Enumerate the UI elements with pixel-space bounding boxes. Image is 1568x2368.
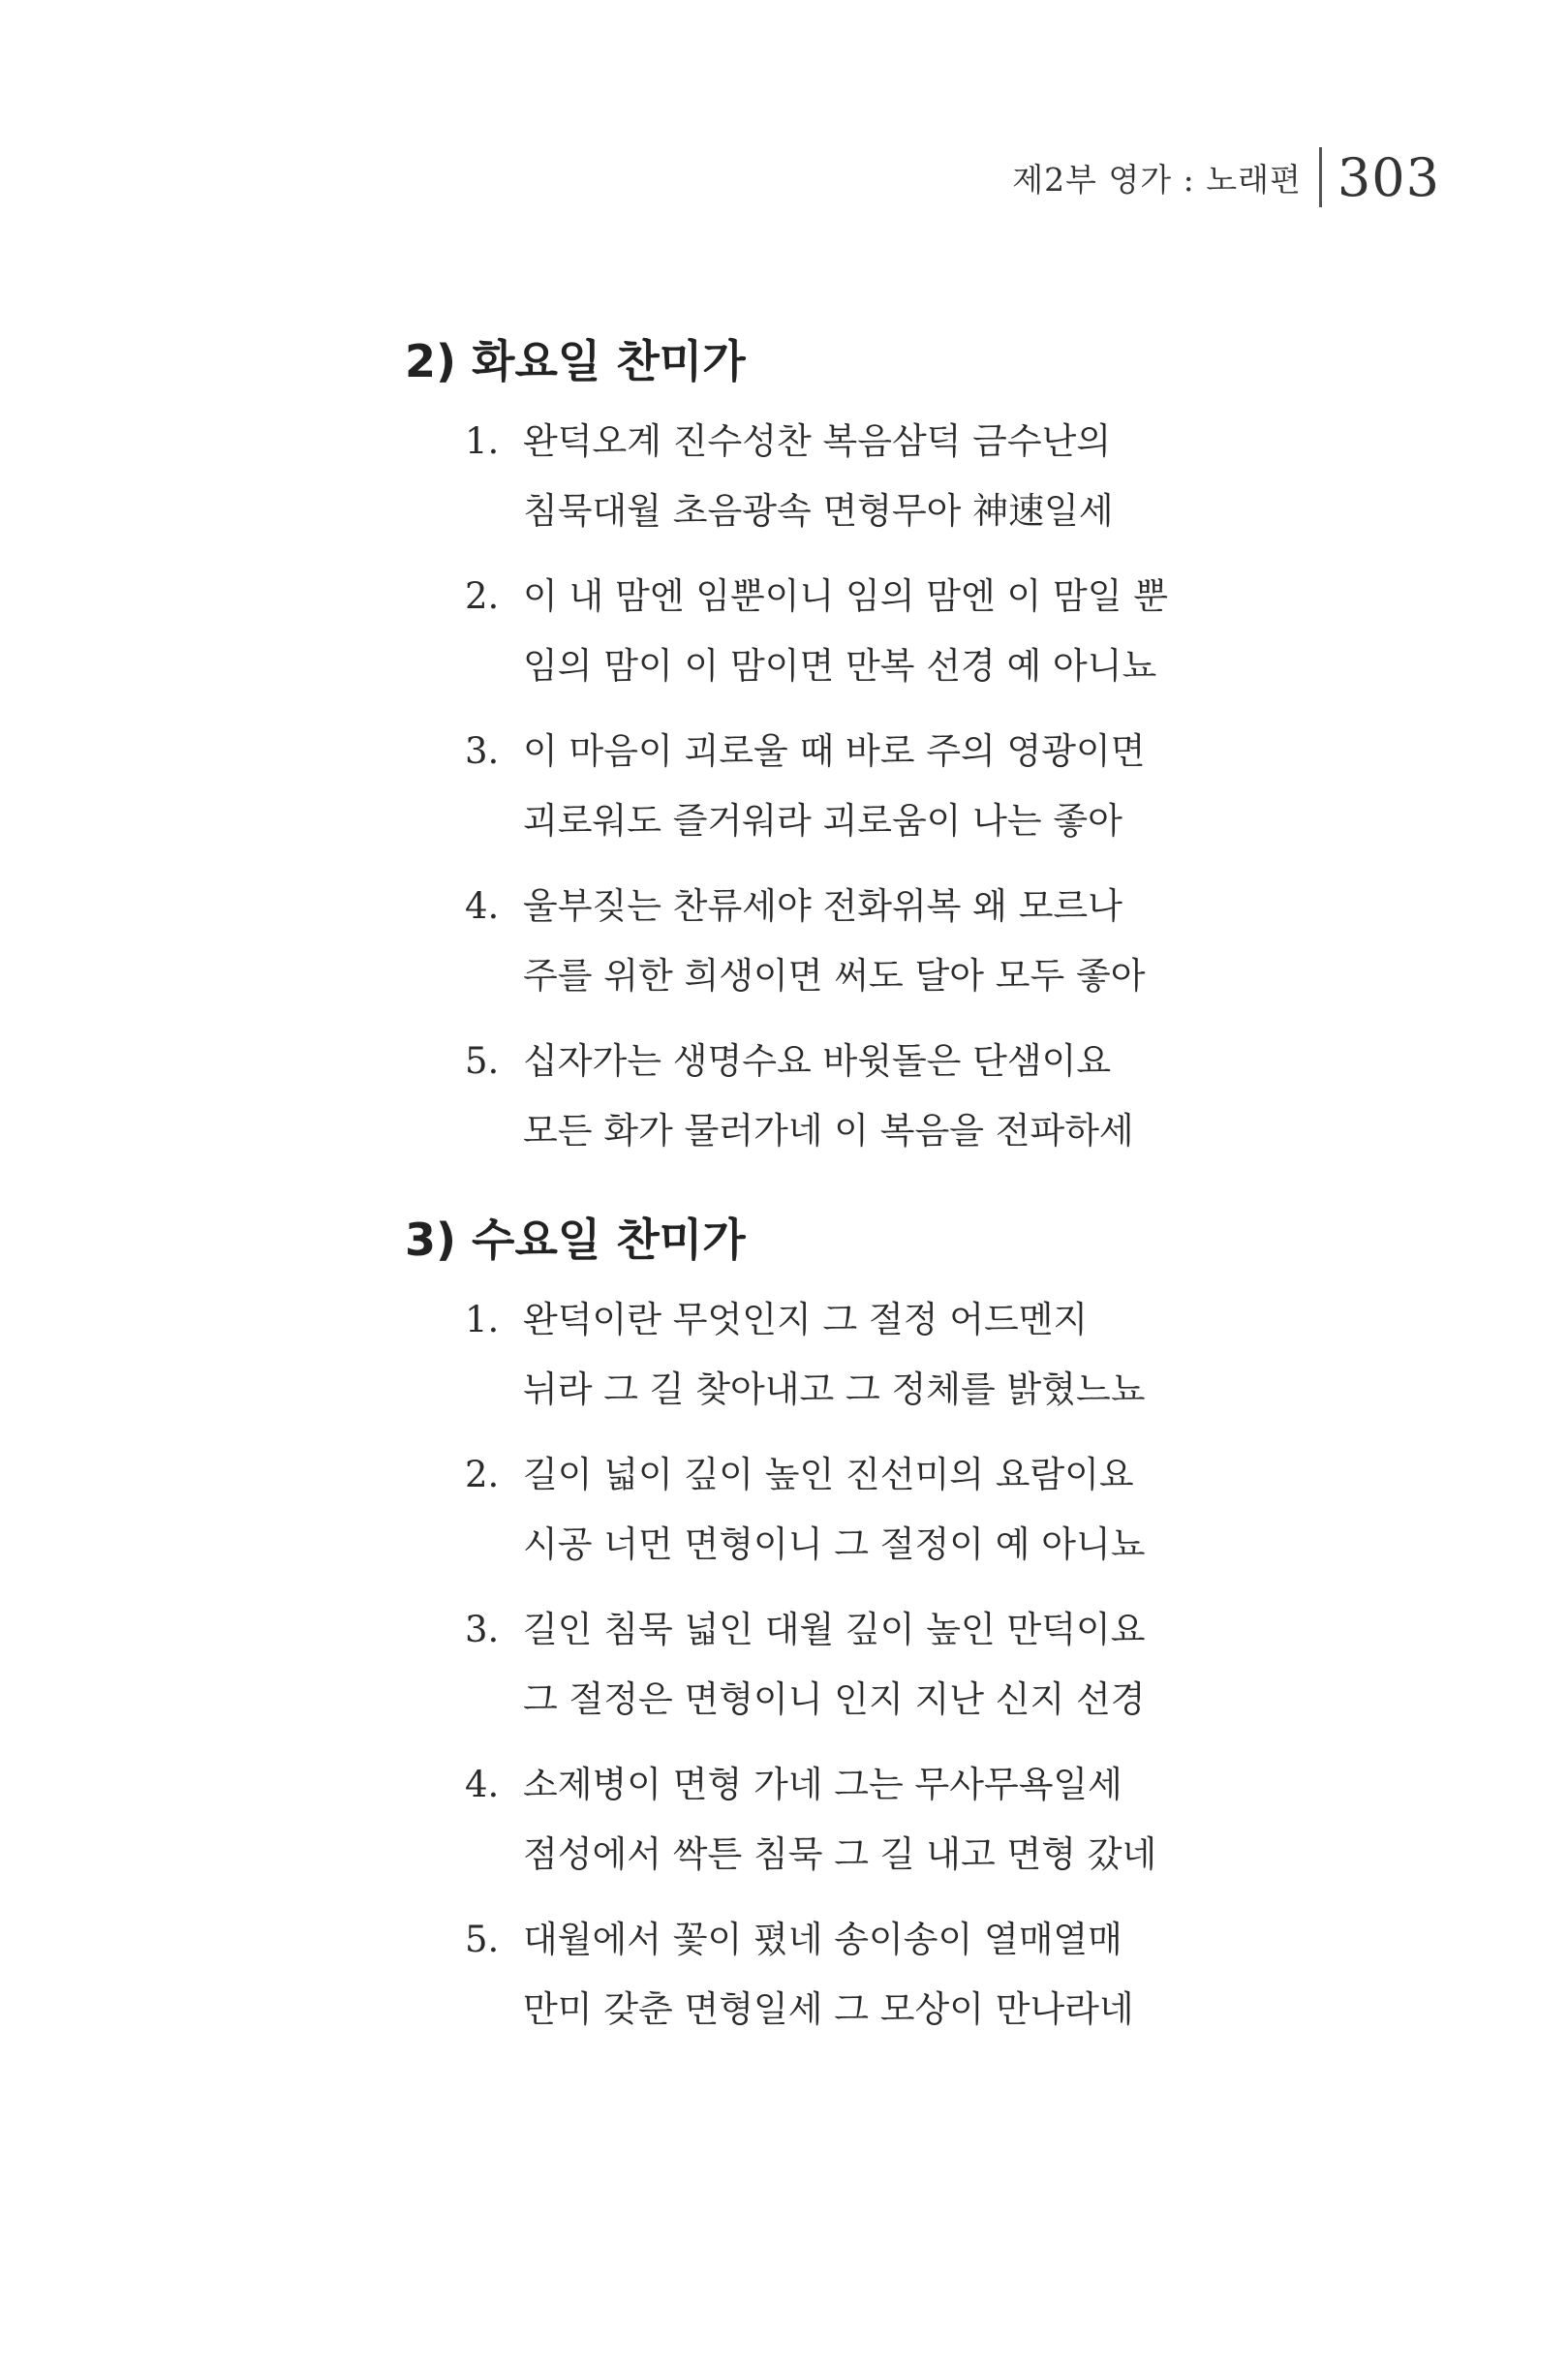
verse xyxy=(405,1285,1373,1425)
verse-line: 시공 너먼 면형이니 그 절정이 예 아니뇨 xyxy=(523,1523,1146,1565)
verse-number: 3. xyxy=(465,730,500,772)
verse-line: 소제병이 면형 가네 그는 무사무욕일세 xyxy=(523,1764,1122,1805)
verse-line: 길인 침묵 넓인 대월 깊이 높인 만덕이요 xyxy=(523,1609,1146,1650)
verse-line: 점성에서 싹튼 침묵 그 길 내고 면형 갔네 xyxy=(523,1833,1157,1875)
verse-line: 괴로워도 즐거워라 괴로움이 나는 좋아 xyxy=(523,800,1122,842)
header-divider xyxy=(1319,147,1322,207)
verse-line: 대월에서 꽃이 폈네 송이송이 열매열매 xyxy=(523,1919,1122,1960)
verse-line: 모든 화가 물러가네 이 복음을 전파하세 xyxy=(523,1110,1134,1152)
verse xyxy=(405,1027,1373,1166)
verse-number: 2. xyxy=(465,575,500,617)
verse-line: 임의 맘이 이 맘이면 만복 선경 예 아니뇨 xyxy=(523,645,1157,687)
chapter-title: 제2부 영가 : 노래편 xyxy=(1012,160,1302,199)
verse-line: 완덕오계 진수성찬 복음삼덕 금수난의 xyxy=(523,420,1112,462)
verse-number: 4. xyxy=(465,885,500,927)
verse-line: 이 마음이 괴로울 때 바로 주의 영광이면 xyxy=(523,730,1146,772)
section-wednesday-hymn xyxy=(405,1206,1373,2045)
section-title: 2) 화요일 찬미가 xyxy=(405,335,746,387)
verse xyxy=(405,407,1373,546)
verse xyxy=(405,1905,1373,2045)
verse-line: 뉘라 그 길 찾아내고 그 정체를 밝혔느뇨 xyxy=(523,1369,1146,1410)
verse xyxy=(405,562,1373,701)
verse-number: 4. xyxy=(465,1764,500,1805)
section-title: 3) 수요일 찬미가 xyxy=(405,1214,746,1266)
verse-number: 2. xyxy=(465,1454,500,1495)
verse-number: 5. xyxy=(465,1919,500,1960)
page-number: 303 xyxy=(1337,146,1440,208)
running-header xyxy=(1012,143,1440,211)
verse-line: 길이 넓이 깊이 높인 진선미의 요람이요 xyxy=(523,1454,1134,1495)
verse-line: 완덕이란 무엇인지 그 절정 어드멘지 xyxy=(523,1299,1089,1340)
verse-number: 5. xyxy=(465,1040,500,1082)
verse xyxy=(405,717,1373,856)
verse xyxy=(405,1750,1373,1890)
verse-line: 십자가는 생명수요 바윗돌은 단샘이요 xyxy=(523,1040,1112,1082)
verse xyxy=(405,1440,1373,1580)
verse-line: 그 절정은 면형이니 인지 지난 신지 선경 xyxy=(523,1678,1146,1720)
verse-number: 1. xyxy=(465,1299,500,1340)
verse-line: 이 내 맘엔 임뿐이니 임의 맘엔 이 맘일 뿐 xyxy=(523,575,1168,617)
verse-line: 침묵대월 초음광속 면형무아 神速일세 xyxy=(523,490,1114,532)
verse-number: 3. xyxy=(465,1609,500,1650)
verse xyxy=(405,1595,1373,1735)
verse-line: 만미 갖춘 면형일세 그 모상이 만나라네 xyxy=(523,1988,1134,2030)
verse-line: 울부짖는 찬류세야 전화위복 왜 모르나 xyxy=(523,885,1122,927)
verse xyxy=(405,872,1373,1011)
verse-line: 주를 위한 희생이면 써도 달아 모두 좋아 xyxy=(523,955,1146,997)
verse-number: 1. xyxy=(465,420,500,462)
section-tuesday-hymn xyxy=(405,327,1373,1166)
